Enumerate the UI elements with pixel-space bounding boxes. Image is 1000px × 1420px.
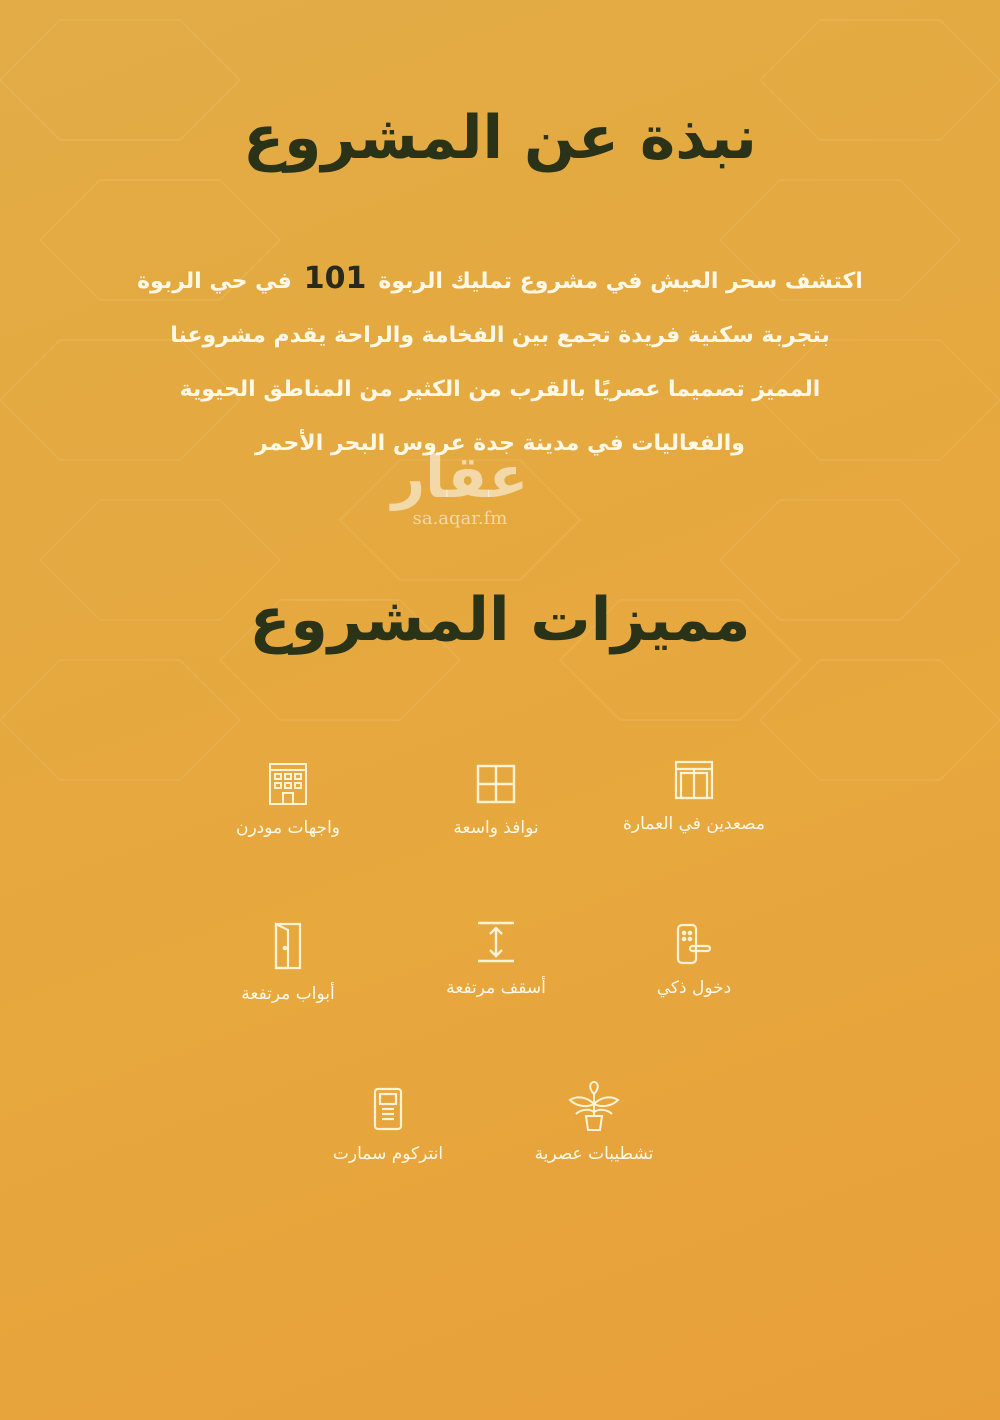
about-section-title: نبذة عن المشروع [243,103,757,173]
about-description [100,252,900,471]
about-line-2: بتجربة سكنية فريدة تجمع بين الفخامة والراحة يقدم مشروعنا [170,323,830,348]
window-icon [474,762,518,806]
about-line-1-start: اكتشف سحر العيش في مشروع تمليك الربوة [378,269,863,294]
feature-label: أبواب مرتفعة [241,984,335,1004]
building-facade-icon [266,760,310,806]
feature-label: مصعدين في العمارة [623,814,765,834]
feature-smart-entry [584,922,804,998]
smart-lock-icon [672,922,716,966]
elevator-icon [672,758,716,802]
intercom-icon [370,1086,406,1132]
about-line-1 [100,252,900,309]
about-line-3: المميز تصميما عصريًا بالقرب من الكثير من المناطق الحيوية [179,377,821,402]
aqar-watermark [380,443,540,529]
ceiling-height-icon [474,918,518,966]
feature-high-ceilings [386,918,606,998]
plant-icon [564,1080,624,1132]
about-line-1-end: في حي الربوة [137,269,292,294]
project-number: 101 [303,261,367,296]
feature-label: دخول ذكي [656,978,732,998]
features-section-title: مميزات المشروع [249,585,751,655]
door-icon [268,920,308,972]
feature-facades [178,760,398,838]
feature-label: أسقف مرتفعة [446,978,546,998]
feature-label: واجهات مودرن [235,818,341,838]
about-line-4: والفعاليات في مدينة جدة عروس البحر الأحمر [255,431,745,456]
feature-label: تشطيبات عصرية [534,1144,654,1164]
feature-elevators [584,758,804,834]
feature-high-doors [178,920,398,1004]
feature-intercom [278,1086,498,1164]
watermark-url: sa.aqar.fm [412,508,508,529]
watermark-logo: عقار [391,443,529,511]
feature-finishes [484,1080,704,1164]
feature-label: نوافذ واسعة [453,818,539,838]
feature-label: انتركوم سمارت [332,1144,444,1164]
feature-windows [386,762,606,838]
